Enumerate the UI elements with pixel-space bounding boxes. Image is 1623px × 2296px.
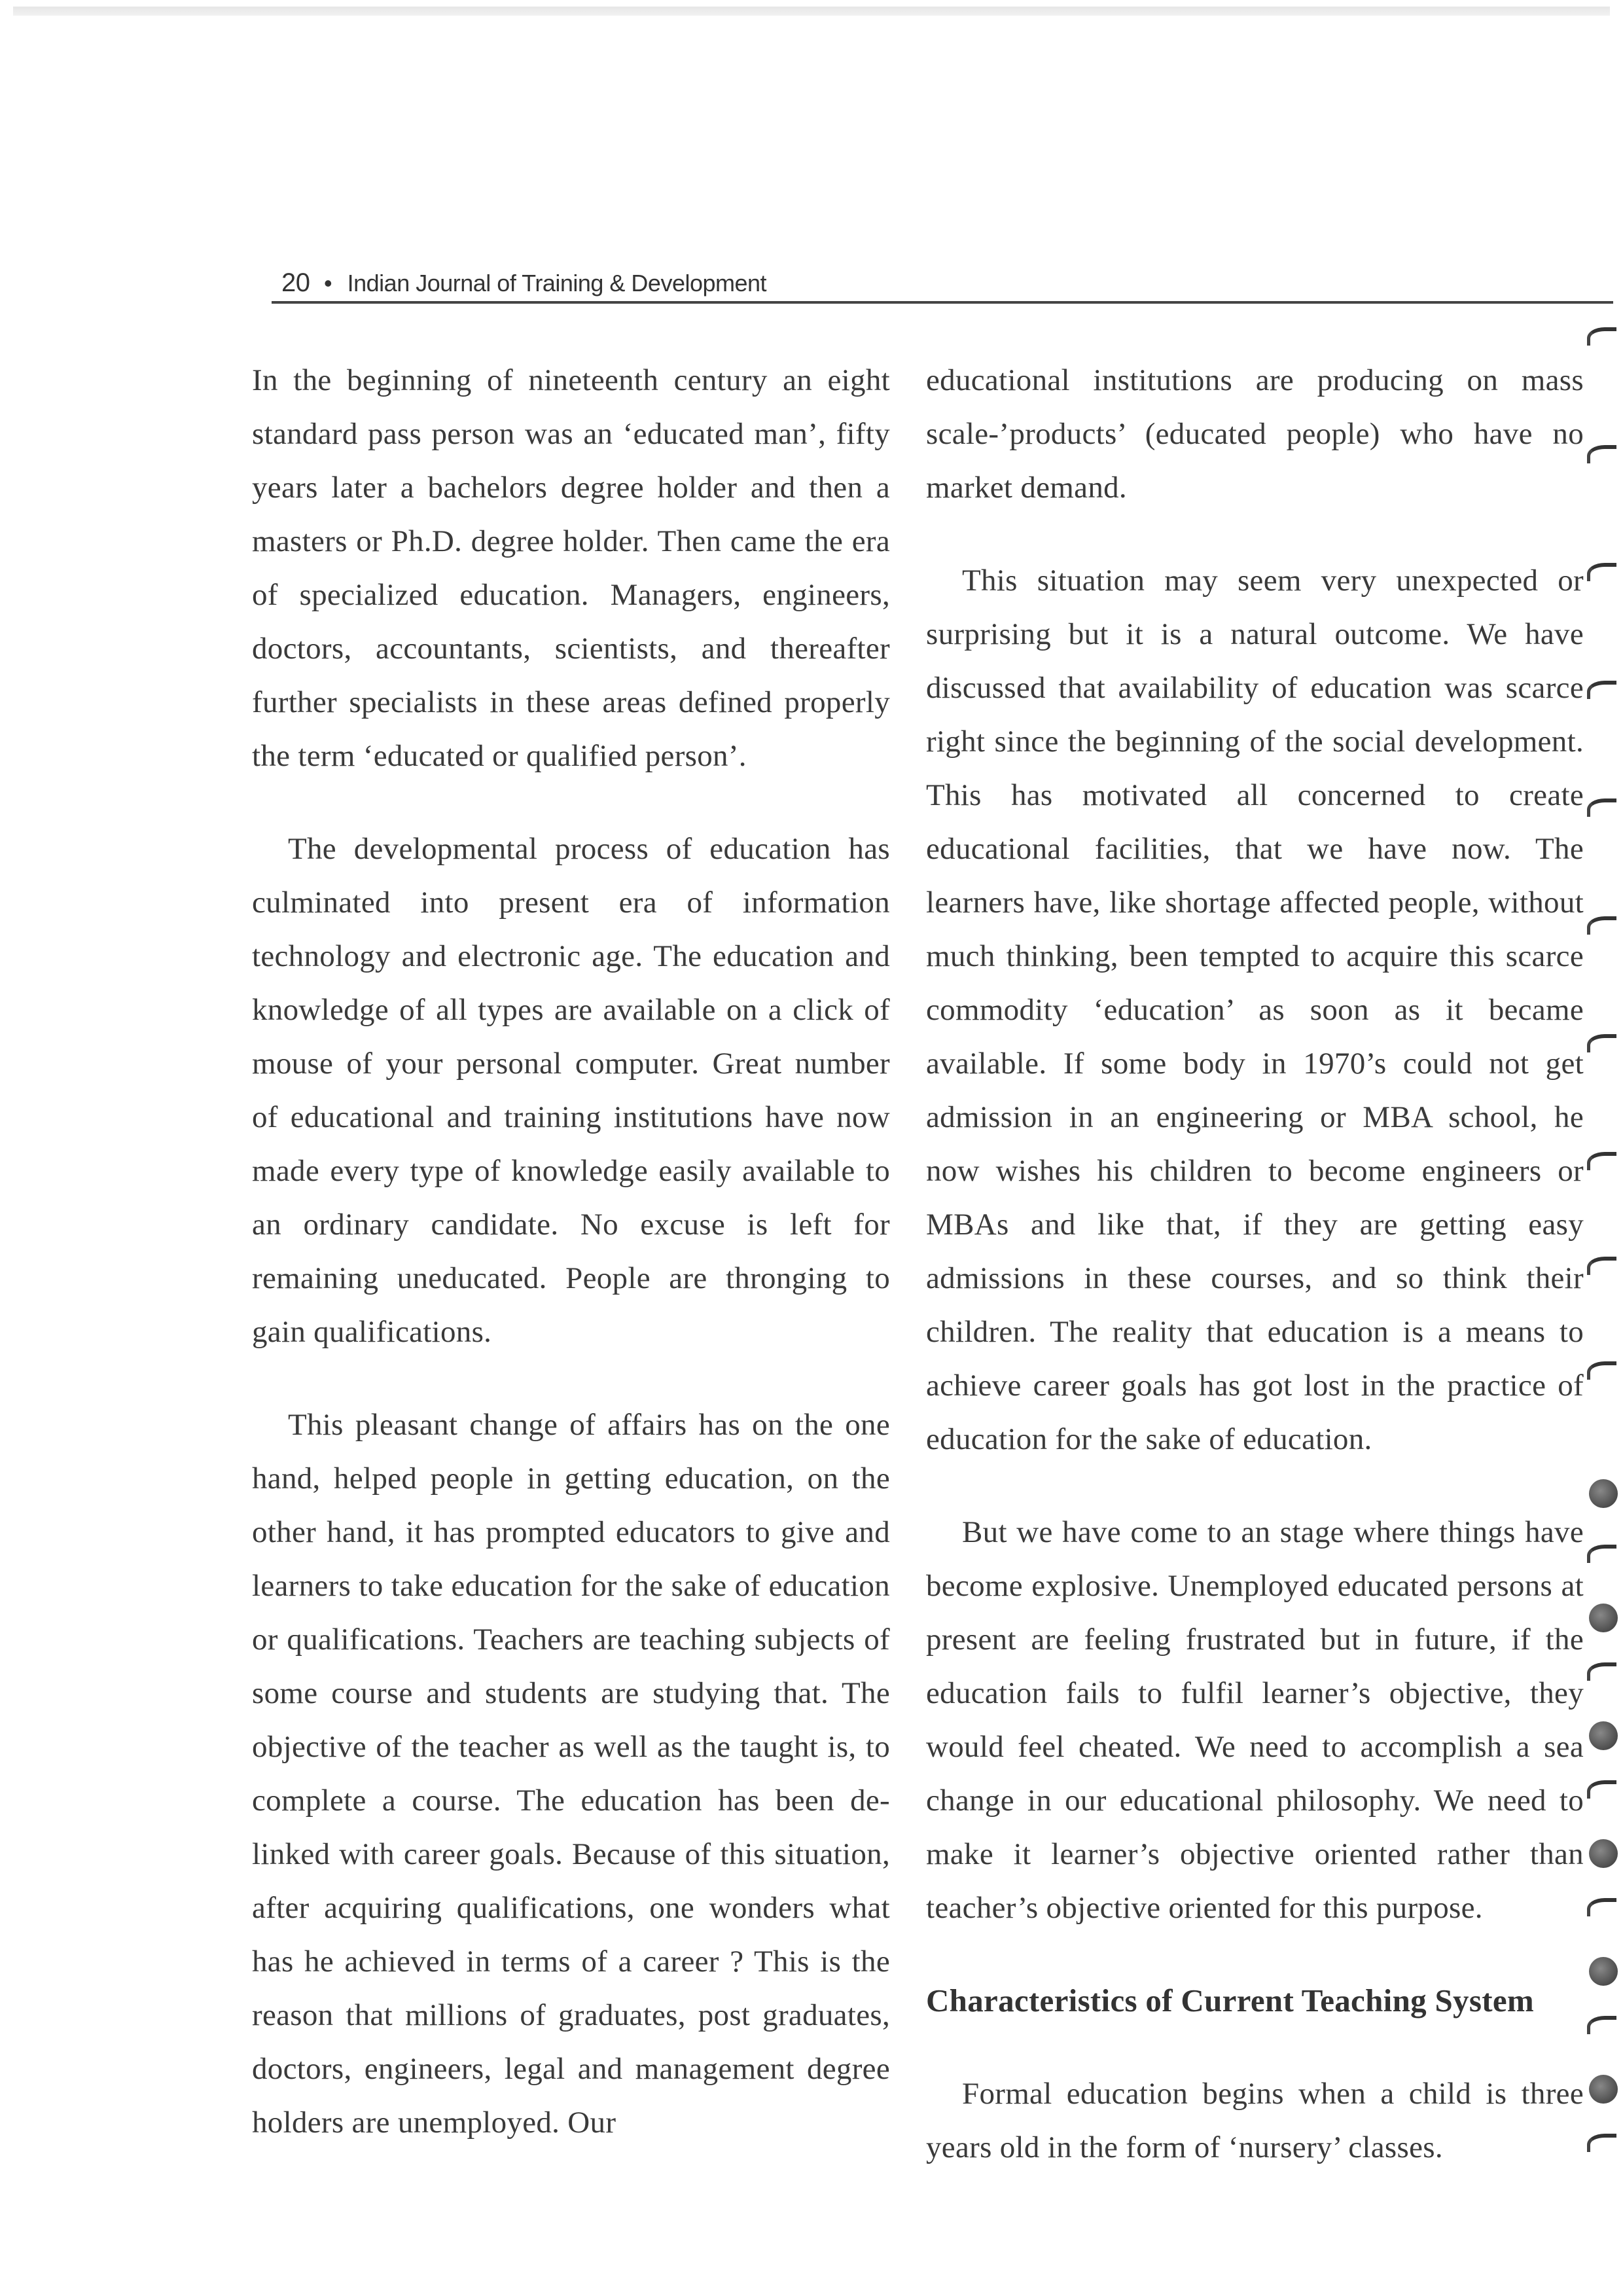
paragraph: In the beginning of nineteenth century an eight standard pass person was an ‘educated man’, fifty years later a bachelors degree holder and then a masters or Ph.D. degree holder. Then came the era of specialized education. Managers, engineers, doctors, accountants, scientists, and thereafter further specialists in these areas defined properly the term ‘educated or qualified person’. <box>252 363 890 773</box>
binding-hook-icon <box>1587 1361 1616 1380</box>
binding-hook-icon <box>1587 1662 1616 1681</box>
paragraph: educational institutions are producing on mass scale-’products’ (educated people) who have no market demand. <box>926 363 1584 505</box>
binding-hook-icon <box>1587 2016 1616 2034</box>
binding-ring-icon <box>1589 1479 1618 1508</box>
binding-hook-icon <box>1587 798 1616 817</box>
header-rule <box>272 301 1613 304</box>
paragraph: This situation may seem very unexpected or surprising but it is a natural outcome. We have discussed that availability of education was scarce right since the beginning of the social development. This has motivated all concerned to create educational facilities, that we have now. The learners have, like shortage affected people, without much thinking, been tempted to acquire this scarce commodity ‘education’ as soon as it became available. If some body in 1970’s could not get admission in an engineering or MBA school, he now wishes his children to become engineers or MBAs and like that, if they are getting easy admissions in these courses, and so think their children. The reality that education is a means to achieve career goals has got lost in the practice of education for the sake of education. <box>926 564 1584 1456</box>
running-header <box>281 268 1603 298</box>
paragraph: This pleasant change of affairs has on the one hand, helped people in getting education, on the other hand, it has prompted educators to give and learners to take education for the sake of education or qualifications. Teachers are teaching subjects of some course and students are studying that. The objective of the teacher as well as the taught is, to complete a course. The education has been de-linked with career goals. Because of this situation, after acquiring qualifications, one wonders what has he achieved in terms of a career ? This is the reason that millions of graduates, post graduates, doctors, engineers, legal and management degree holders are unemployed. Our <box>252 1408 890 2140</box>
binding-ring-icon <box>1589 1957 1618 1986</box>
binding-hook-icon <box>1587 1257 1616 1275</box>
binding-hook-icon <box>1587 2134 1616 2152</box>
bullet-separator: • <box>324 270 332 296</box>
binding-hook-icon <box>1587 1898 1616 1916</box>
binding-hook-icon <box>1587 1545 1616 1563</box>
binding-hook-icon <box>1587 563 1616 581</box>
binding-hook-icon <box>1587 445 1616 463</box>
binding-ring-icon <box>1589 1604 1618 1632</box>
section-heading: Characteristics of Current Teaching System <box>926 1982 1534 2018</box>
binding-hook-icon <box>1587 681 1616 699</box>
binding-hook-icon <box>1587 916 1616 935</box>
binding-ring-icon <box>1589 1839 1618 1868</box>
binding-hook-icon <box>1587 1034 1616 1052</box>
paragraph: But we have come to an stage where things have become explosive. Unemployed educated persons at present are feeling frustrated but in future, if the education fails to fulfil learner’s objective, they would feel cheated. We need to accomplish a sea change in our educational philosophy. We need to make it learner’s objective oriented rather than teacher’s objective oriented for this purpose. <box>926 1515 1584 1925</box>
page-number: 20 <box>281 268 310 297</box>
binding-hook-icon <box>1587 327 1616 346</box>
left-column <box>252 353 890 2189</box>
right-column <box>926 353 1584 2214</box>
binding-ring-icon <box>1589 2075 1618 2104</box>
paragraph: The developmental process of education has culminated into present era of information technology and electronic age. The education and knowledge of all types are available on a click of mouse of your personal computer. Great number of educational and training institutions have now made every type of knowledge easily available to an ordinary candidate. No excuse is left for remaining uneducated. People are thronging to gain qualifications. <box>252 832 890 1349</box>
journal-title: Indian Journal of Training & Development <box>347 270 767 296</box>
binding-ring-icon <box>1589 1721 1618 1750</box>
scan-top-edge <box>13 7 1610 16</box>
paragraph: Formal education begins when a child is three years old in the form of ‘nursery’ classes. <box>926 2077 1584 2164</box>
binding-hook-icon <box>1587 1152 1616 1170</box>
binding-hook-icon <box>1587 1780 1616 1799</box>
spiral-binding <box>1577 79 1623 2238</box>
